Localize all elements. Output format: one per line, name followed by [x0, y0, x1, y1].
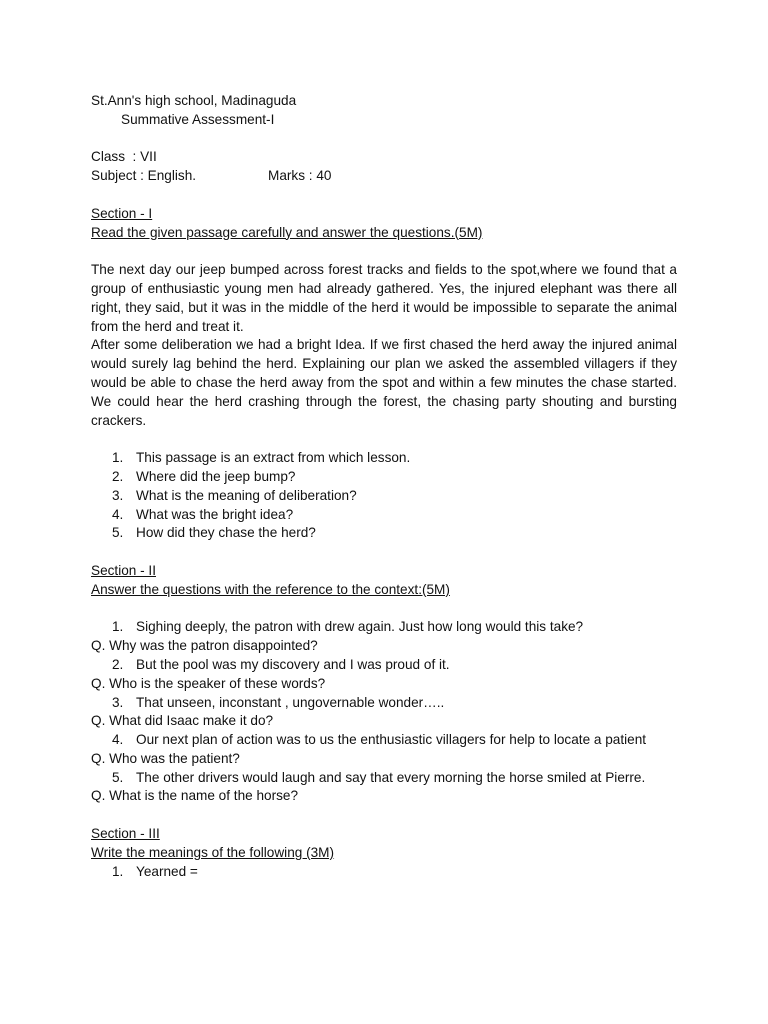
section-2-items — [91, 618, 677, 806]
section-3-list — [91, 863, 677, 882]
item-number: 1. — [112, 619, 124, 635]
meaning-item-text: Yearned = — [136, 863, 198, 879]
reference-text: The other drivers would laugh and say that every morning the horse smiled at Pierre. — [136, 769, 646, 785]
item-number: 3. — [112, 694, 124, 710]
section-3-title: Section - III — [91, 826, 160, 842]
reference-text: That unseen, inconstant , ungovernable wonder….. — [136, 694, 445, 710]
item-number: 2. — [112, 656, 124, 672]
section-2-title: Section - II — [91, 562, 156, 578]
reference-item-4 — [91, 731, 677, 750]
reference-text: But the pool was my discovery and I was proud of it. — [136, 656, 450, 672]
section-2-instruction: Answer the questions with the reference to the context:(5M) — [91, 581, 450, 597]
question-text: This passage is an extract from which lesson. — [136, 450, 411, 466]
item-number: 5. — [112, 769, 124, 785]
list-item — [91, 449, 677, 468]
question-text: How did they chase the herd? — [136, 525, 316, 541]
question-text: Where did the jeep bump? — [136, 468, 296, 484]
reference-item-5 — [91, 769, 677, 788]
exam-title: Summative Assessment-I — [121, 111, 275, 127]
list-item — [91, 468, 677, 487]
marks-line: Marks : 40 — [268, 168, 332, 184]
list-item — [91, 524, 677, 543]
passage-paragraph-1: The next day our jeep bumped across forest tracks and fields to the spot,where we found that a group of enthusiastic young men had already gathered. Yes, the injured elephant was there all right, they said, but it was in the middle of the herd it would be impossible to separate the animal from the herd and treat it. — [91, 262, 677, 334]
reference-question: Q. Who is the speaker of these words? — [91, 675, 326, 691]
reference-item-1 — [91, 618, 677, 637]
exam-paper — [91, 92, 677, 881]
list-item — [91, 863, 677, 882]
reference-question: Q. What did Isaac make it do? — [91, 713, 274, 729]
reference-text: Our next plan of action was to us the enthusiastic villagers for help to locate a patient — [136, 732, 647, 748]
class-line: Class : VII — [91, 149, 157, 165]
question-text: What is the meaning of deliberation? — [136, 487, 357, 503]
list-item — [91, 487, 677, 506]
passage-paragraph-2: After some deliberation we had a bright Idea. If we first chased the herd away the injured animal would surely lag behind the herd. Explaining our plan we asked the assembled villagers if they would be able to chase the herd away from the spot and within a few minutes the chase started. We could hear the herd crashing through the forest, the chasing party shouting and bursting crackers. — [91, 337, 677, 428]
subject-marks-row — [91, 167, 677, 186]
list-item — [91, 506, 677, 525]
question-number: 1. — [112, 450, 124, 466]
question-number: 3. — [112, 487, 124, 503]
section-3-instruction: Write the meanings of the following (3M) — [91, 844, 335, 860]
section-1-instruction: Read the given passage carefully and answer the questions.(5M) — [91, 224, 483, 240]
question-number: 4. — [112, 506, 124, 522]
question-text: What was the bright idea? — [136, 506, 294, 522]
reference-text: Sighing deeply, the patron with drew again. Just how long would this take? — [136, 619, 584, 635]
reading-passage — [91, 261, 677, 430]
list-item — [91, 731, 677, 750]
item-number: 4. — [112, 732, 124, 748]
reference-question: Q. Why was the patron disappointed? — [91, 638, 318, 654]
reference-item-3 — [91, 694, 677, 713]
reference-question: Q. What is the name of the horse? — [91, 788, 299, 804]
list-item — [91, 656, 677, 675]
list-item — [91, 618, 677, 637]
reference-item-2 — [91, 656, 677, 675]
reference-question: Q. Who was the patient? — [91, 750, 240, 766]
section-1-question-list — [91, 449, 677, 543]
list-item — [91, 769, 677, 788]
list-item — [91, 694, 677, 713]
item-number: 1. — [112, 863, 124, 879]
section-1-title: Section - I — [91, 205, 153, 221]
school-name: St.Ann's high school, Madinaguda — [91, 93, 297, 108]
subject-line: Subject : English. — [91, 168, 197, 184]
question-number: 2. — [112, 468, 124, 484]
question-number: 5. — [112, 525, 124, 541]
